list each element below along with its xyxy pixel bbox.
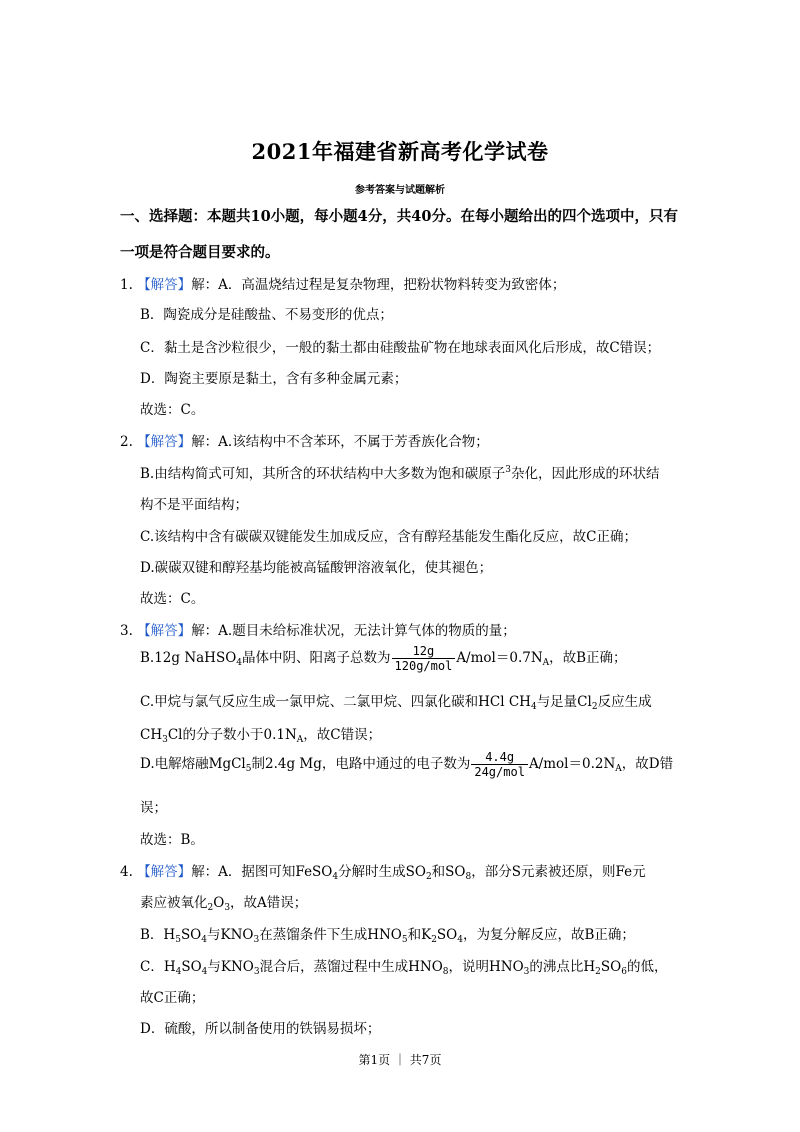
section-heading-line2: 一项是符合题目要求的。 (120, 244, 280, 261)
answer-choice: 故选：B。 (140, 832, 204, 848)
answer-tag: 【解答】 (137, 434, 192, 450)
answer-line: 构不是平面结构； (140, 497, 248, 513)
answer-line: 解：A.该结构中不含苯环，不属于芳香族化合物； (191, 434, 489, 450)
question-number: 3. (120, 623, 133, 639)
question-2 (120, 430, 489, 450)
fraction: $\frac{4.4g}{\text{24g/mol}}$ (471, 750, 528, 779)
answer-line: $CH_3Cl$的分子数小于$0.1N_A$，故C错误； (140, 727, 382, 745)
answer-choice: 故选：C。 (140, 402, 205, 418)
question-3 (120, 619, 516, 639)
answer-tag: 【解答】 (137, 864, 192, 880)
page-subtitle: 参考答案与试题解析 (355, 185, 445, 196)
question-number: 4. (120, 864, 133, 880)
answer-line: D．硫酸，所以制备使用的铁锅易损坏； (140, 1021, 381, 1037)
answer-line: C.甲烷与氯气反应生成一氯甲烷、二氯甲烷、四氯化碳和HCl $CH_4$与足量$Cl_2$反应生成 (140, 694, 652, 712)
answer-line: B.由结构简式可知，其所含的环状结构中大多数为饱和碳原子$^3$杂化，因此形成的环状结 (140, 465, 660, 482)
question-1 (120, 273, 565, 293)
question-number: 2. (120, 434, 133, 450)
answer-tag: 【解答】 (137, 623, 192, 639)
answer-line: 解：A.题目未给标准状况，无法计算气体的物质的量； (191, 623, 516, 639)
answer-line: B.12g NaHSO$_4$晶体中阴、阳离子总数为 $\frac{12g}{\text{120g/mol}}$ $A/mol=0.7N_A$，故B正确； (140, 644, 627, 673)
answer-line: 误； (140, 800, 167, 816)
answer-line: C．$H_4SO_4$与$KNO_3$混合后，蒸馏过程中生成$HNO_8$，说明$HNO_3$的沸点比$H_2SO_6$的低， (140, 959, 668, 977)
answer-tag: 【解答】 (137, 277, 192, 293)
answer-line: D.碳碳双键和醇羟基均能被高锰酸钾溶液氧化，使其褪色； (140, 560, 493, 576)
question-number: 1. (120, 277, 133, 293)
page-footer: 第1页 ｜ 共7页 (358, 1053, 442, 1067)
page-title: 2021年福建省新高考化学试卷 (251, 139, 549, 164)
answer-line: 故C正确； (140, 990, 205, 1006)
fraction: $\frac{12g}{\text{120g/mol}}$ (392, 644, 456, 673)
answer-line: D．陶瓷主要原是黏土，含有多种金属元素； (140, 371, 408, 387)
answer-line: C.该结构中含有碳碳双键能发生加成反应，含有醇羟基能发生酯化反应，故C正确； (140, 529, 637, 545)
answer-line: 解：A．高温烧结过程是复杂物理，把粉状物料转变为致密体； (191, 277, 566, 293)
answer-line: C．黏土是含沙粒很少，一般的黏土都由硅酸盐矿物在地球表面风化后形成，故C错误； (140, 340, 661, 356)
answer-line: D.电解熔融MgCl$_5$制2.4g Mg，电路中通过的电子数为 $\frac{4.4g}{\text{24g/mol}}$ $A/mol=0.2N_A$，故D错 (140, 750, 674, 779)
answer-line: 素应被氧化$_2O_3$，故A错误； (140, 895, 308, 913)
question-4: 4. 【解答】解：A．据图可知FeSO$_4$分解时生成$SO_2$和$SO_8$，部分S元素被还原，则Fe元 (120, 864, 646, 882)
answer-choice: 故选：C。 (140, 591, 205, 607)
section-heading-line1: 一、选择题：本题共10小题，每小题4分，共40分。在每小题给出的四个选项中，只有 (120, 208, 678, 225)
answer-line: B．$H_5SO_4$与$KNO_3$在蒸馏条件下生成$HNO_5$和$K_2SO_4$，为复分解反应，故B正确； (140, 927, 635, 945)
answer-line: B．陶瓷成分是硅酸盐、不易变形的优点； (140, 307, 393, 323)
